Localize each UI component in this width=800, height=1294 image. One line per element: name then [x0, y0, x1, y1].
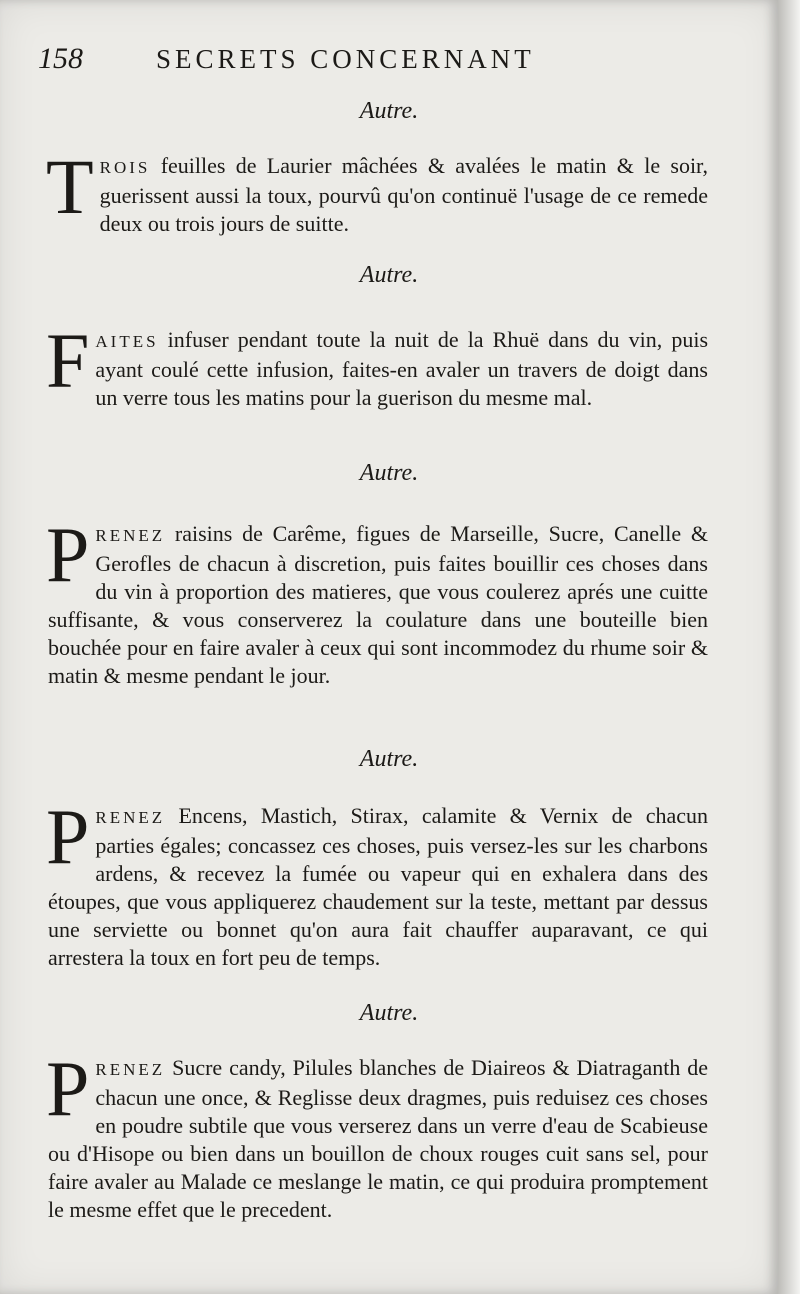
page-number: 158 — [38, 42, 83, 75]
section-heading: Autre. — [359, 746, 419, 772]
section-paragraph — [46, 317, 709, 412]
section-heading: Autre. — [359, 98, 419, 124]
paragraph-text: Encens, Mastich, Stirax, calamite & Vernix de chacun parties égales; concassez ces choses, puis versez-les sur les charbons ardens, & recevez la fumée ou vapeur qui en exhalera dans des étoupes, que vous appliquerez chaudement sur la teste, mettant par dessus une serviette ou bonnet qu'on aura fait chauffer auparavant, ce qui arrestera la toux en fort peu de temps. — [48, 803, 709, 970]
lead-word: RENEZ — [95, 1060, 166, 1079]
section-paragraph — [46, 1045, 709, 1224]
paragraph-text: Sucre candy, Pilules blanches de Diaireos & Diatraganth de chacun une once, & Reglisse deux dragmes, puis reduisez ces choses en poudre subtile que vous verserez dans un verre d'eau de Scabieuse ou d'Hisope ou bien dans un bouillon de choux rouges cuit sans sel, pour faire avaler au Malade ce meslange le matin, ce qui produira promptement le mesme effet que le precedent. — [48, 1055, 709, 1222]
paragraph-text: infuser pendant toute la nuit de la Rhuë dans du vin, puis ayant coulé cette infusion, faites-en avaler un travers de doigt dans un verre tous les matins pour la guerison du mesme mal. — [95, 327, 709, 410]
page-header — [38, 40, 598, 80]
section-paragraph — [46, 511, 708, 690]
running-title: SECRETS CONCERNANT — [156, 44, 535, 74]
section-heading: Autre. — [359, 262, 419, 288]
paragraph-text: raisins de Carême, figues de Marseille, Sucre, Canelle & Gerofles de chacun à discretion, puis faites bouillir ces choses dans du vin à proportion des matieres, que vous coulerez aprés une cuitte suffisante, & vous conserverez la coulature dans une bouteille bien bouchée pour en faire avaler à ceux qui sont incommodez du rhume soir & matin & mesme pendant le jour. — [48, 521, 708, 688]
lead-word: RENEZ — [95, 808, 166, 827]
section-heading: Autre. — [359, 460, 419, 486]
page-gutter — [778, 0, 800, 1294]
section-heading: Autre. — [359, 1000, 419, 1026]
lead-word: AITES — [95, 332, 159, 351]
drop-cap: F — [46, 317, 90, 404]
drop-cap: T — [46, 143, 94, 230]
drop-cap: P — [46, 511, 90, 598]
lead-word: RENEZ — [95, 526, 166, 545]
lead-word: ROIS — [99, 158, 151, 177]
section-paragraph — [46, 143, 709, 238]
drop-cap: P — [46, 793, 90, 880]
paragraph-text: feuilles de Laurier mâchées & avalées le matin & le soir, guerissent aussi la toux, pourvû qu'on continuë l'usage de ce remede deux ou trois jours de suitte. — [99, 153, 709, 236]
drop-cap: P — [46, 1045, 90, 1132]
section-paragraph — [46, 793, 709, 972]
